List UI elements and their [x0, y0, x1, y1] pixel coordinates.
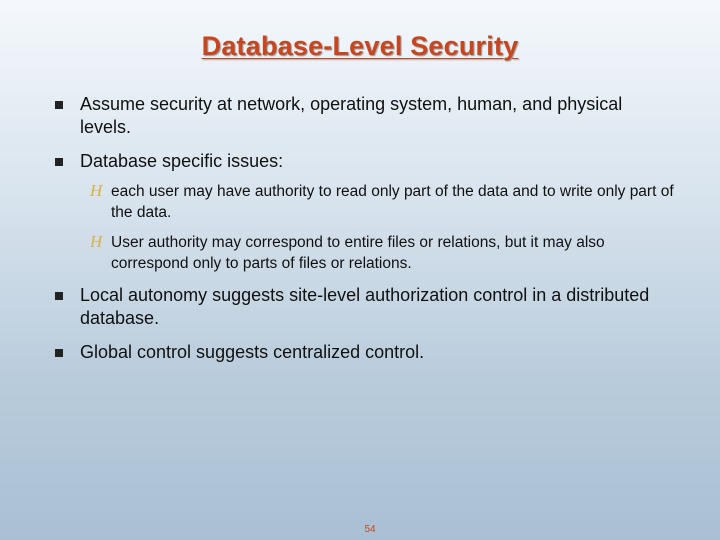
- slide-title: Database-Level Security: [201, 31, 519, 61]
- bullet-item-2: [80, 150, 670, 173]
- subbullet-text-1: each user may have authority to read only part of the data and to write only part of the data.: [111, 183, 674, 221]
- page-number: 54: [364, 524, 376, 535]
- h-bullet-icon: H: [90, 181, 103, 200]
- square-bullet-icon: [55, 349, 63, 357]
- bullet-item-1: [80, 93, 670, 139]
- subbullet-text-2: User authority may correspond to entire files or relations, but it may also correspond only to parts of files or relations.: [111, 234, 605, 272]
- bullet-text-3: Local autonomy suggests site-level authorization control in a distributed database.: [80, 285, 650, 328]
- bullet-text-4: Global control suggests centralized control.: [80, 342, 425, 362]
- bullet-text-1: Assume security at network, operating system, human, and physical levels.: [80, 94, 623, 137]
- square-bullet-icon: [55, 101, 63, 109]
- bullet-text-2: Database specific issues:: [80, 151, 284, 171]
- subbullet-item-2: [90, 232, 681, 274]
- square-bullet-icon: [55, 158, 63, 166]
- bullet-item-4: [80, 341, 670, 364]
- subbullet-item-1: [90, 181, 681, 223]
- h-bullet-icon: H: [90, 232, 103, 251]
- bullet-item-3: [80, 284, 670, 330]
- square-bullet-icon: [55, 292, 63, 300]
